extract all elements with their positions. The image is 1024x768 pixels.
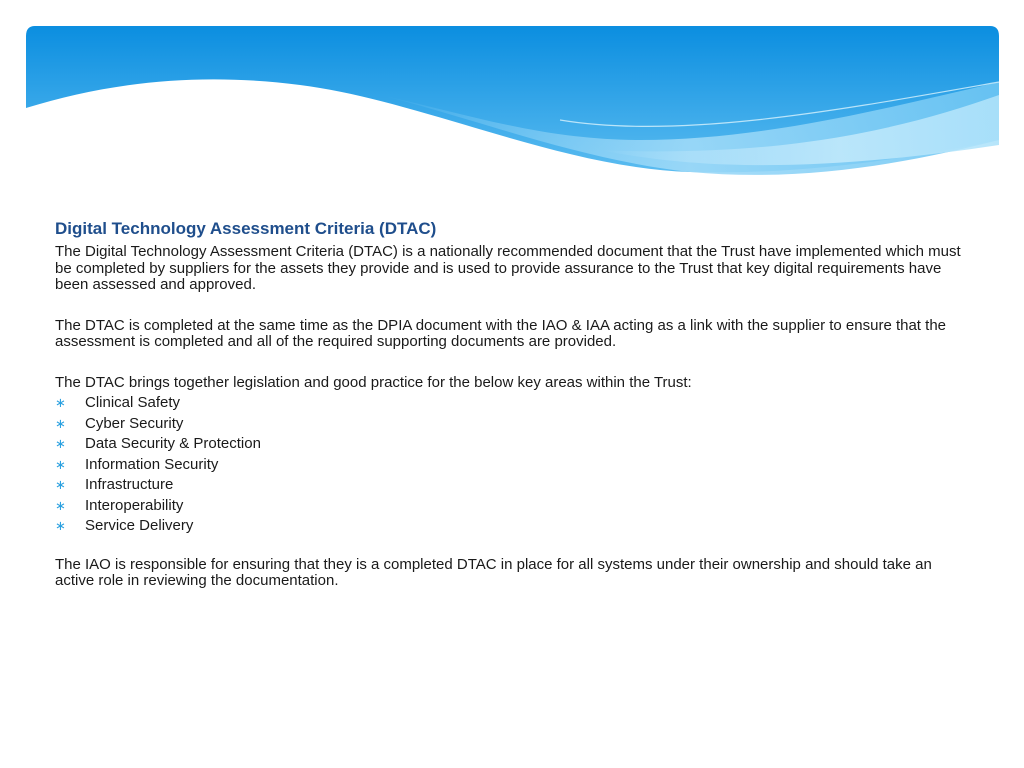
list-item — [55, 455, 975, 476]
page-title: Digital Technology Assessment Criteria (DTAC) — [55, 219, 437, 238]
list-item — [55, 434, 975, 455]
list-item — [55, 393, 975, 414]
list-item-label: Service Delivery — [85, 517, 194, 534]
wave-banner — [0, 0, 1024, 200]
list-item-label: Clinical Safety — [85, 394, 181, 411]
list-item — [55, 414, 975, 435]
key-areas-list — [55, 393, 975, 537]
bullet-icon: ∗ — [55, 436, 66, 451]
list-item-label: Data Security & Protection — [85, 435, 261, 452]
closing-paragraph: The IAO is responsible for ensuring that they is a completed DTAC in place for all systems under their ownership and should take an active role in reviewing the documentation. — [55, 555, 932, 589]
areas-intro-paragraph: The DTAC brings together legislation and good practice for the below key areas within the Trust: — [55, 373, 692, 391]
list-item — [55, 475, 975, 496]
content — [55, 218, 975, 590]
bullet-icon: ∗ — [55, 518, 66, 533]
list-item — [55, 516, 975, 537]
bullet-icon: ∗ — [55, 456, 66, 472]
list-item-label: Interoperability — [85, 496, 184, 514]
list-item-label: Information Security — [85, 455, 219, 473]
bullet-icon: ∗ — [55, 415, 66, 431]
bullet-icon: ∗ — [55, 497, 66, 513]
list-item-label: Cyber Security — [85, 414, 184, 432]
intro-paragraph: The Digital Technology Assessment Criteria (DTAC) is a nationally recommended document that the Trust have implemented which must be completed by suppliers for the assets they provide and is used to provide assurance to the Trust that key digital requirements have been assessed and approved. — [55, 243, 961, 293]
bullet-icon: ∗ — [55, 477, 66, 492]
process-paragraph: The DTAC is completed at the same time as the DPIA document with the IAO & IAA acting as a link with the supplier to ensure that the assessment is completed and all of the required supporting documents are provided. — [55, 316, 946, 350]
bullet-icon: ∗ — [55, 395, 66, 410]
list-item-label: Infrastructure — [85, 476, 174, 493]
list-item — [55, 496, 975, 517]
